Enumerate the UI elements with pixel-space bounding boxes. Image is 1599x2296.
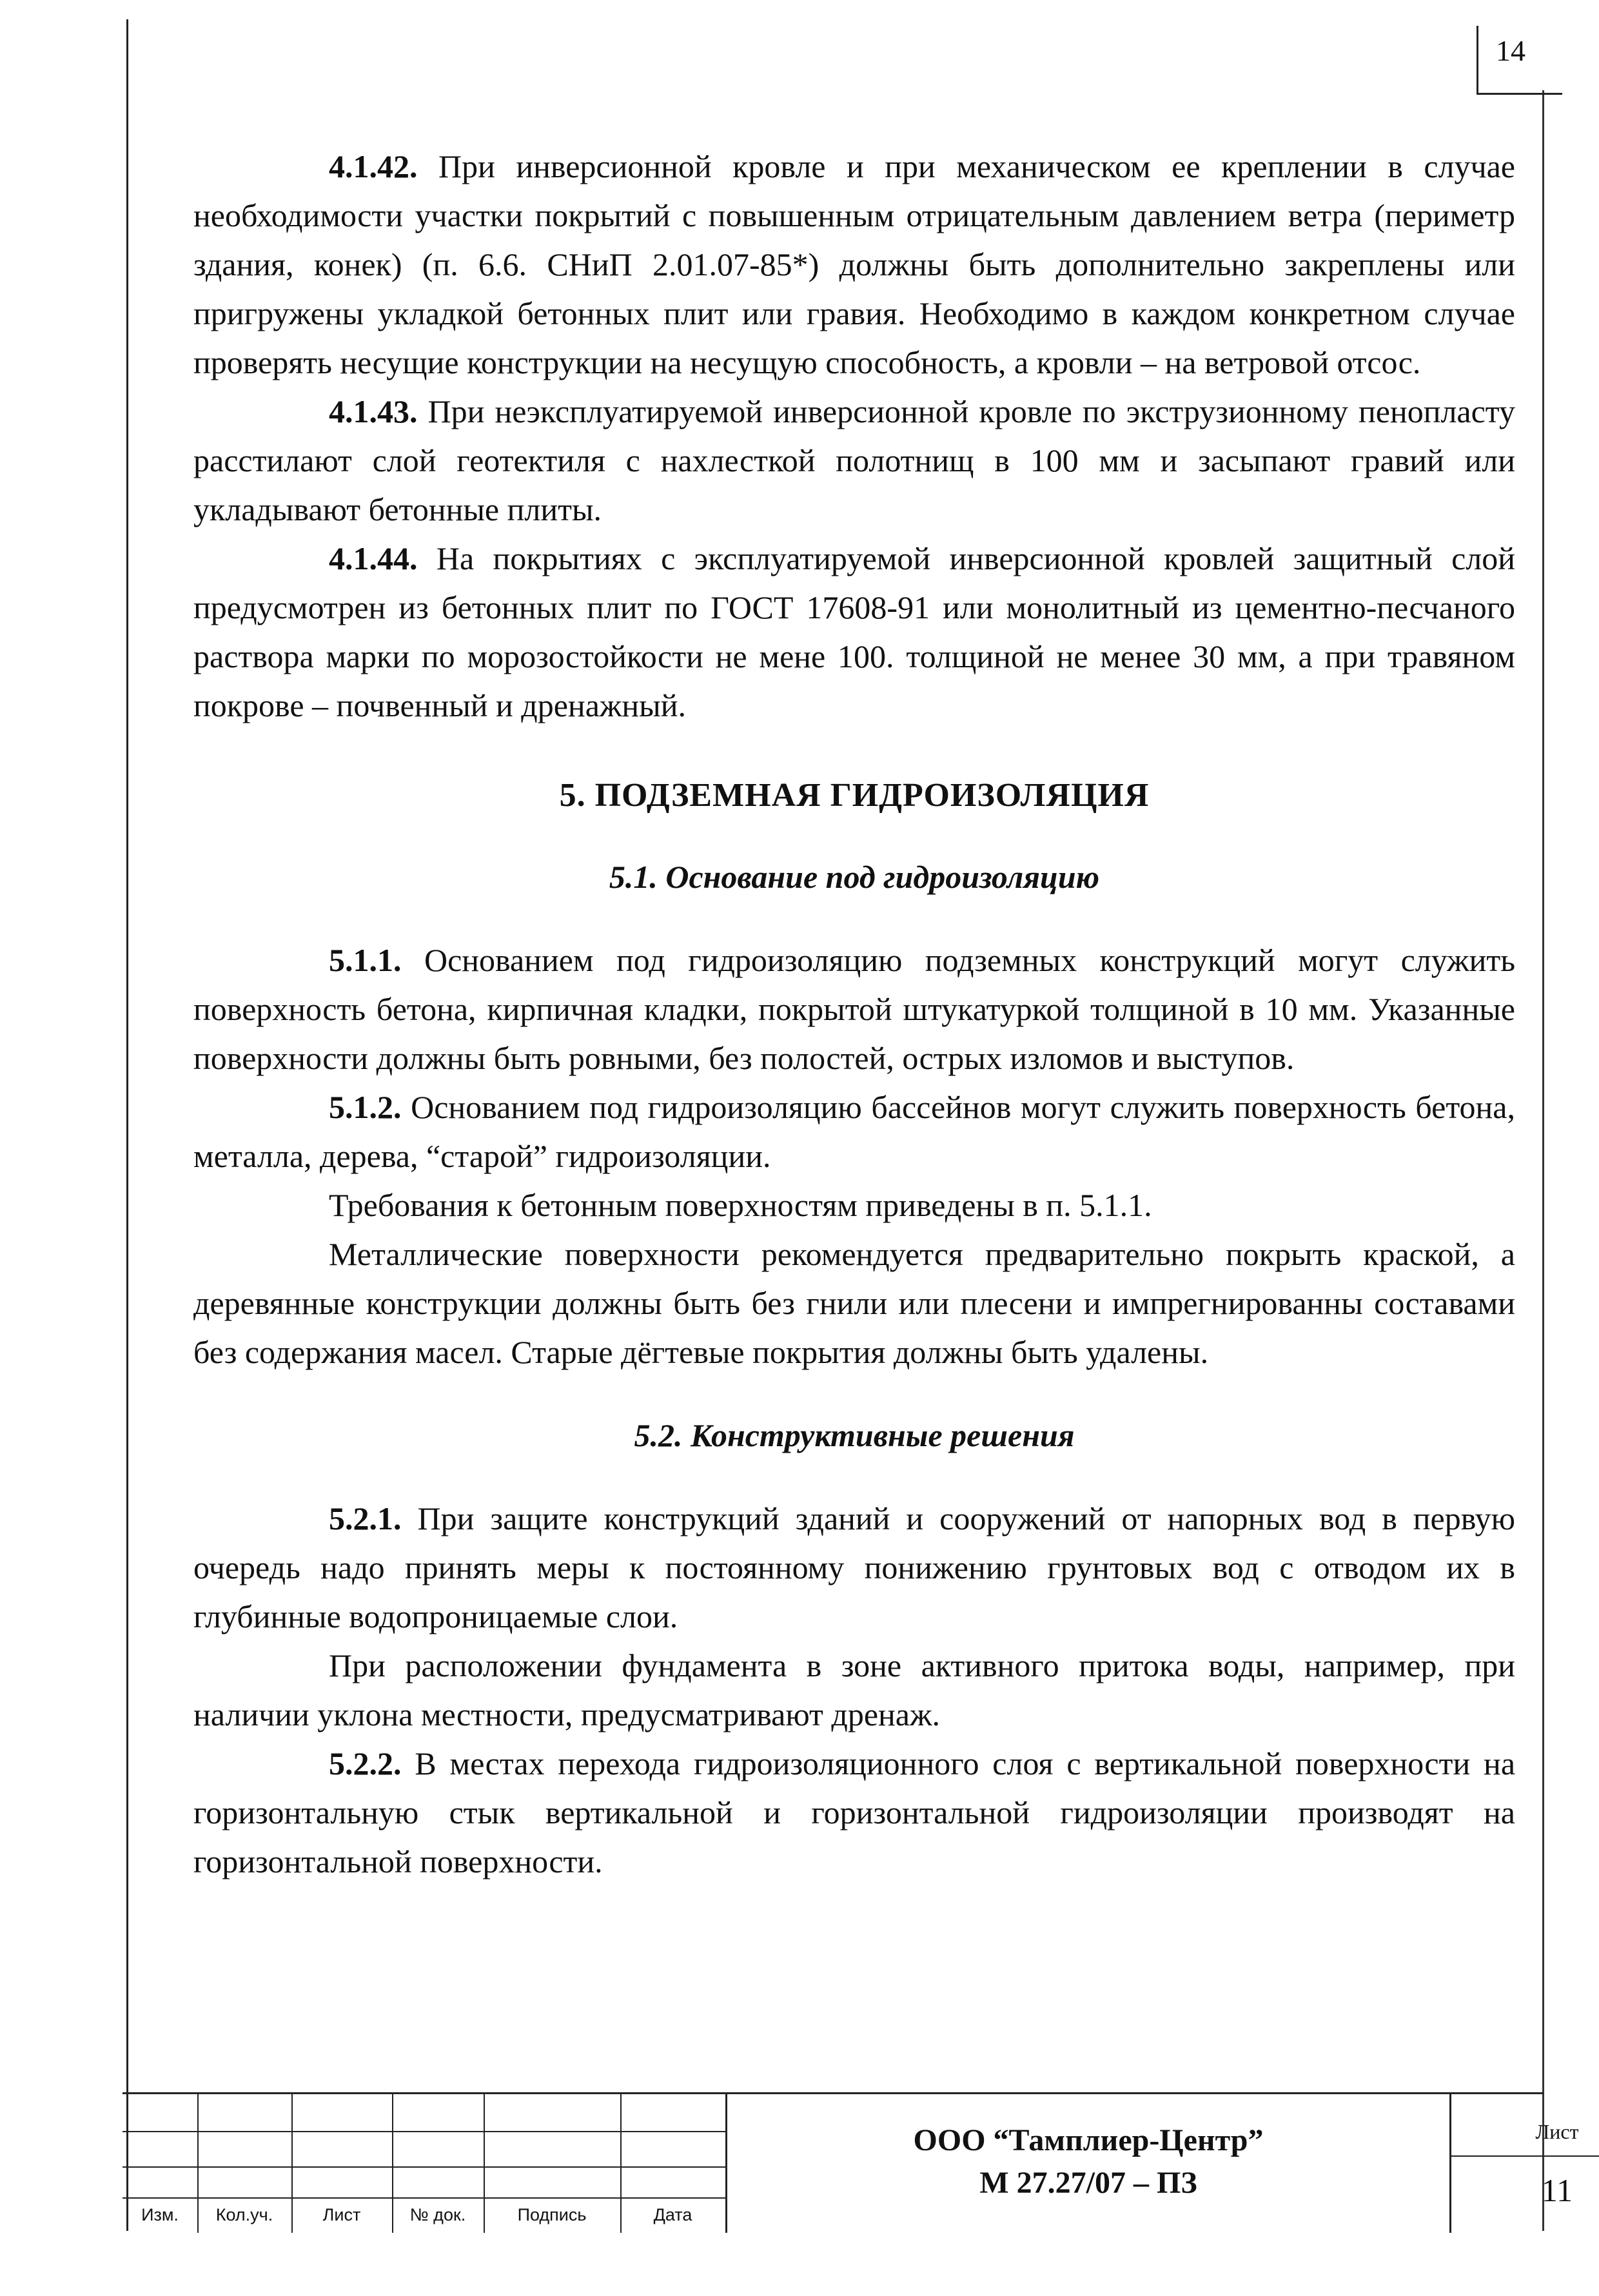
col-label-izm: Изм.	[141, 2205, 179, 2224]
clause-text: Основанием под гидроизоляцию подземных конструкций могут служить поверхность бетона, кирпичная кладки, покрытой штукатуркой толщиной в 10 мм. Указанные поверхности должны быть ровными, без полостей, острых изломов и выступов.	[193, 942, 1516, 1076]
subsection-heading-5-2: 5.2. Конструктивные решения	[634, 1417, 1075, 1453]
document-body	[193, 142, 1515, 1886]
frame-right-border	[1542, 90, 1544, 2231]
section-heading-5: 5. ПОДЗЕМНАЯ ГИДРОИЗОЛЯЦИЯ	[559, 777, 1150, 814]
clause-text: При инверсионной кровле и при механическом ее креплении в случае необходимости участки покрытий с повышенным отрицательным давлением ветра (периметр здания, конек) (п. 6.6. СНиП 2.01.07-85*) должны быть дополнительно закреплены или пригружены укладкой бетонных плит или гравия. Необходимо в каждом конкретном случае проверять несущие конструкции на несущую способность, а кровли – на ветровой отсос.	[193, 148, 1515, 380]
clause-number: 4.1.43.	[329, 393, 418, 429]
clause-text: При неэксплуатируемой инверсионной кровле по экструзионному пенопласту расстилают слой геотектиля с нахлесткой полотнищ в 100 мм и засыпают гравий или укладывают бетонные плиты.	[193, 393, 1515, 527]
col-label-kol-uch: Кол.уч.	[215, 2205, 273, 2224]
title-block-stamp	[123, 2092, 1579, 2233]
organization-cell	[725, 2094, 1451, 2233]
clause-number: 5.2.2.	[329, 1745, 402, 1781]
clause-text: Основанием под гидроизоляцию бассейнов могут служить поверхность бетона, металла, дерева, “старой” гидроизоляции.	[193, 1089, 1515, 1174]
clause-text: В местах перехода гидроизоляционного слоя с вертикальной поверхности на горизонтальную стык вертикальной и горизонтальной гидроизоляции производят на горизонтальной поверхности.	[193, 1745, 1516, 1879]
revision-grid	[123, 2094, 725, 2233]
paragraph-4-1-42	[193, 142, 1515, 387]
page-number: 14	[1496, 34, 1525, 67]
clause-number: 5.1.1.	[329, 942, 402, 978]
col-label-doc-number: № док.	[409, 2205, 466, 2224]
sheet-label: Лист	[1535, 2120, 1579, 2143]
col-label-list: Лист	[322, 2205, 361, 2224]
paragraph-5-1-1	[193, 936, 1515, 1083]
paragraph-5-1-2-metal: Металлические поверхности рекомендуется предварительно покрыть краской, а деревянные конструкции должны быть без гнили или плесени и импрегнированны составами без содержания масел. Старые дёгтевые покрытия должны быть удалены.	[193, 1236, 1515, 1370]
paragraph-4-1-44	[193, 534, 1515, 730]
clause-text: При защите конструкций зданий и сооружений от напорных вод в первую очередь надо принять меры к постоянному понижению грунтовых вод с отводом их в глубинные водопроницаемые слои.	[193, 1500, 1516, 1634]
paragraph-4-1-43	[193, 387, 1515, 534]
clause-number: 5.1.2.	[329, 1089, 402, 1125]
organization-name: ООО “Тамплиер-Центр”	[913, 2123, 1264, 2157]
paragraph-5-2-2	[193, 1739, 1515, 1886]
paragraph-5-1-2-requirements: Требования к бетонным поверхностям приведены в п. 5.1.1.	[329, 1187, 1152, 1223]
paragraph-5-2-1-drainage: При расположении фундамента в зоне активного притока воды, например, при наличии уклона местности, предусматривают дренаж.	[193, 1647, 1515, 1732]
sheet-divider	[1449, 2155, 1599, 2157]
sheet-number: 11	[1541, 2172, 1573, 2208]
clause-number: 4.1.42.	[329, 148, 418, 184]
subsection-heading-5-1: 5.1. Основание под гидроизоляцию	[609, 859, 1100, 895]
paragraph-5-2-1	[193, 1494, 1515, 1641]
document-code: М 27.27/07 – ПЗ	[979, 2166, 1197, 2200]
clause-text: На покрытиях с эксплуатируемой инверсионной кровлей защитный слой предусмотрен из бетонных плит по ГОСТ 17608-91 или монолитный из цементно-песчаного раствора марки по морозостойкости не мене 100. толщиной не менее 30 мм, а при травяном покрове – почвенный и дренажный.	[193, 540, 1516, 723]
col-label-signature: Подпись	[517, 2205, 587, 2224]
paragraph-5-1-2	[193, 1083, 1515, 1181]
col-label-date: Дата	[653, 2205, 692, 2224]
clause-number: 4.1.44.	[329, 540, 418, 576]
clause-number: 5.2.1.	[329, 1500, 402, 1536]
frame-left-border	[126, 19, 128, 2231]
